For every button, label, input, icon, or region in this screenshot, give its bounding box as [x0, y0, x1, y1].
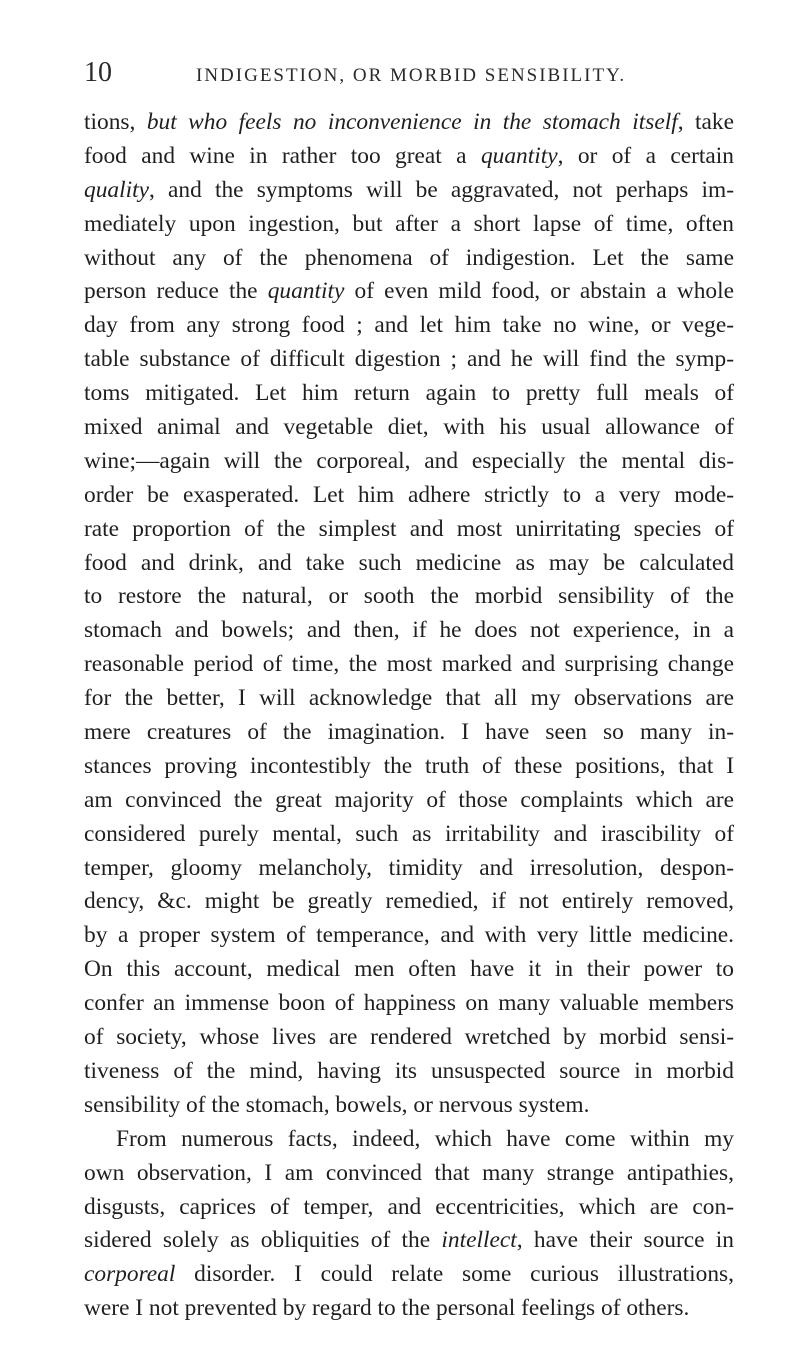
text-run: person reduce the	[84, 278, 268, 305]
text-run: mixed animal and vegetable diet, with his usual allowance of	[84, 414, 734, 441]
text-run: table substance of difficult digestion ; and he will find the symp-	[84, 346, 734, 373]
text-line	[84, 750, 734, 784]
text-line	[84, 818, 734, 852]
italic-text: but who feels no inconvenience in the stomach itself	[146, 109, 678, 135]
text-line	[84, 1021, 734, 1055]
text-line	[84, 852, 734, 886]
text-line	[84, 309, 734, 343]
text-run: of even mild food, or abstain a whole	[344, 278, 734, 305]
text-run: food and drink, and take such medicine as may be calculated	[84, 549, 734, 576]
text-line	[84, 106, 734, 140]
text-run: stances proving incontestibly the truth of these positions, that I	[84, 752, 734, 779]
text-line	[84, 919, 734, 953]
text-run: food and wine in rather too great a	[84, 142, 481, 169]
text-run: were I not prevented by regard to the personal feelings of others.	[84, 1295, 690, 1322]
text-run: considered purely mental, such as irritability and irascibility of	[84, 820, 734, 847]
italic-text: intellect	[441, 1227, 517, 1254]
text-line	[84, 1292, 734, 1326]
text-run: own observation, I am convinced that many strange antipathies,	[84, 1159, 734, 1186]
text-run: tions,	[84, 109, 147, 135]
text-line	[84, 445, 734, 479]
text-line	[84, 547, 734, 581]
text-line	[84, 580, 734, 614]
text-run: , take	[677, 109, 734, 135]
text-line	[84, 377, 734, 411]
text-line	[84, 953, 734, 987]
running-title: INDIGESTION, OR MORBID SENSIBILITY.	[196, 65, 627, 86]
text-line	[84, 1157, 734, 1191]
text-run: am convinced the great majority of those complaints which are	[84, 786, 734, 813]
text-line	[84, 648, 734, 682]
text-line	[84, 513, 734, 547]
text-run: sidered solely as obliquities of the	[84, 1227, 442, 1254]
page-number: 10	[84, 57, 112, 88]
italic-text: quality	[84, 176, 149, 203]
text-line	[84, 784, 734, 818]
text-line	[84, 1258, 734, 1292]
text-run: order be exasperated. Let him adhere strictly to a very mode-	[84, 481, 734, 508]
text-line	[84, 1123, 734, 1157]
text-run: for the better, I will acknowledge that all my observations are	[84, 685, 734, 712]
italic-text: corporeal	[84, 1261, 176, 1288]
text-run: , or of a certain	[557, 142, 734, 169]
text-line	[84, 411, 734, 445]
text-run: reasonable period of time, the most marked and surprising change	[84, 651, 734, 678]
text-run: to restore the natural, or sooth the morbid sensibility of the	[84, 583, 734, 610]
text-run: sensibility of the stomach, bowels, or nervous system.	[84, 1091, 590, 1118]
text-run: of society, whose lives are rendered wretched by morbid sensi-	[84, 1024, 734, 1051]
text-run: mere creatures of the imagination. I have seen so many in-	[84, 719, 734, 746]
text-run: On this account, medical men often have it in their power to	[84, 956, 734, 983]
text-run: tiveness of the mind, having its unsuspected source in morbid	[84, 1057, 734, 1084]
text-run: temper, gloomy melancholy, timidity and irresolution, despon-	[84, 854, 734, 881]
text-line	[84, 614, 734, 648]
body-text	[84, 106, 734, 1326]
text-run: without any of the phenomena of indigestion. Let the same	[84, 244, 734, 271]
text-line	[84, 1055, 734, 1089]
text-run: From numerous facts, indeed, which have come within my	[116, 1125, 734, 1152]
text-line	[84, 1191, 734, 1225]
text-line	[84, 682, 734, 716]
text-run: disgusts, caprices of temper, and eccentricities, which are con-	[84, 1193, 734, 1220]
text-run: confer an immense boon of happiness on many valuable members	[84, 990, 734, 1017]
text-line	[84, 1089, 734, 1123]
text-line	[84, 242, 734, 276]
text-line	[84, 885, 734, 919]
text-run: rate proportion of the simplest and most unirritating species of	[84, 515, 734, 542]
italic-text: quantity	[480, 142, 558, 169]
text-line	[84, 208, 734, 242]
text-run: , have their source in	[516, 1227, 734, 1254]
text-line	[84, 716, 734, 750]
text-line	[84, 174, 734, 208]
text-run: dency, &c. might be greatly remedied, if not entirely removed,	[84, 888, 734, 915]
text-line	[84, 275, 734, 309]
text-run: disorder. I could relate some curious illustrations,	[175, 1261, 734, 1288]
text-line	[84, 479, 734, 513]
text-run: mediately upon ingestion, but after a short lapse of time, often	[84, 210, 734, 237]
running-header	[0, 56, 800, 96]
italic-text: quantity	[267, 278, 345, 305]
text-line	[84, 343, 734, 377]
text-run: toms mitigated. Let him return again to pretty full meals of	[84, 380, 734, 407]
text-run: by a proper system of temperance, and with very little medicine.	[84, 922, 734, 949]
text-line	[84, 987, 734, 1021]
text-run: , and the symptoms will be aggravated, not perhaps im-	[148, 176, 734, 203]
text-run: day from any strong food ; and let him take no wine, or vege-	[84, 312, 734, 339]
text-run: wine;—again will the corporeal, and especially the mental dis-	[84, 447, 734, 474]
text-line	[84, 1224, 734, 1258]
text-run: stomach and bowels; and then, if he does not experience, in a	[84, 617, 734, 644]
text-line	[84, 140, 734, 174]
